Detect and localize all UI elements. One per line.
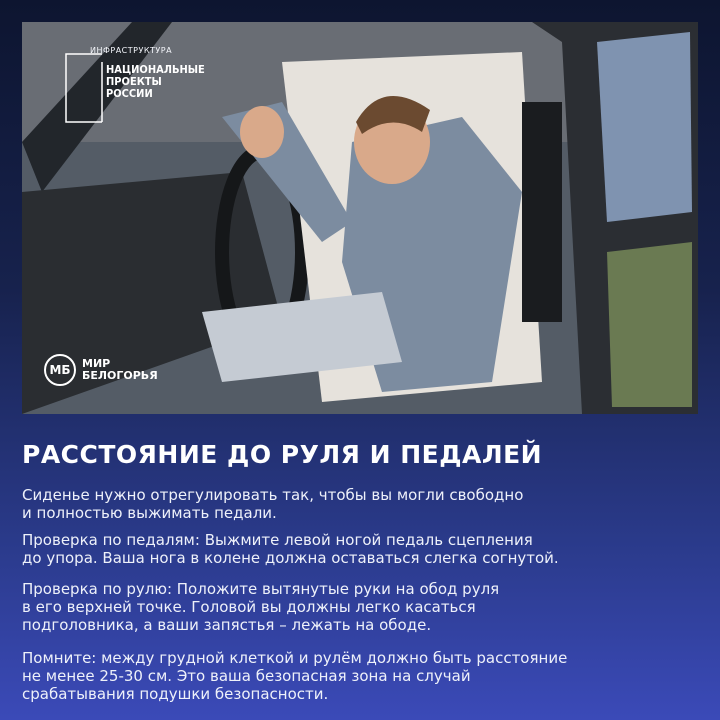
paragraph-line: до упора. Ваша нога в колене должна оставаться слегка согнутой. (22, 549, 559, 567)
paragraph-line: Проверка по педалям: Выжмите левой ногой педаль сцепления (22, 531, 533, 549)
paragraph-line: подголовника, а ваши запястья – лежать на ободе. (22, 616, 432, 634)
logo-small-text: ИНФРАСТРУКТУРА (90, 46, 173, 55)
logo-line: ПРОЕКТЫ (106, 75, 162, 88)
brand-text (82, 358, 158, 382)
paragraph-line: Сиденье нужно отрегулировать так, чтобы вы могли свободно (22, 486, 524, 504)
brand-line: БЕЛОГОРЬЯ (82, 369, 158, 382)
logo-line: РОССИИ (106, 87, 153, 100)
paragraph-intro (22, 486, 698, 522)
mir-belogorya-logo (44, 352, 158, 388)
national-projects-logo (42, 38, 205, 128)
paragraph-line: и полностью выжимать педали. (22, 504, 277, 522)
page-title: РАССТОЯНИЕ ДО РУЛЯ И ПЕДАЛЕЙ (22, 440, 543, 469)
paragraph-pedals (22, 531, 698, 567)
mb-logo-icon: МБ (44, 354, 76, 386)
paragraph-line: в его верхней точке. Головой вы должны легко касаться (22, 598, 476, 616)
logo-big-text (106, 64, 205, 100)
paragraph-line: срабатывания подушки безопасности. (22, 685, 329, 703)
logo-line: НАЦИОНАЛЬНЫЕ (106, 63, 205, 76)
paragraph-wheel (22, 580, 698, 634)
paragraph-line: Проверка по рулю: Положите вытянутые руки на обод руля (22, 580, 500, 598)
paragraph-line: не менее 25-30 см. Это ваша безопасная зона на случай (22, 667, 471, 685)
logo-frame-icon (56, 42, 104, 130)
paragraph-remember (22, 649, 698, 703)
paragraph-line: Помните: между грудной клеткой и рулём должно быть расстояние (22, 649, 568, 667)
brand-line: МИР (82, 357, 111, 370)
